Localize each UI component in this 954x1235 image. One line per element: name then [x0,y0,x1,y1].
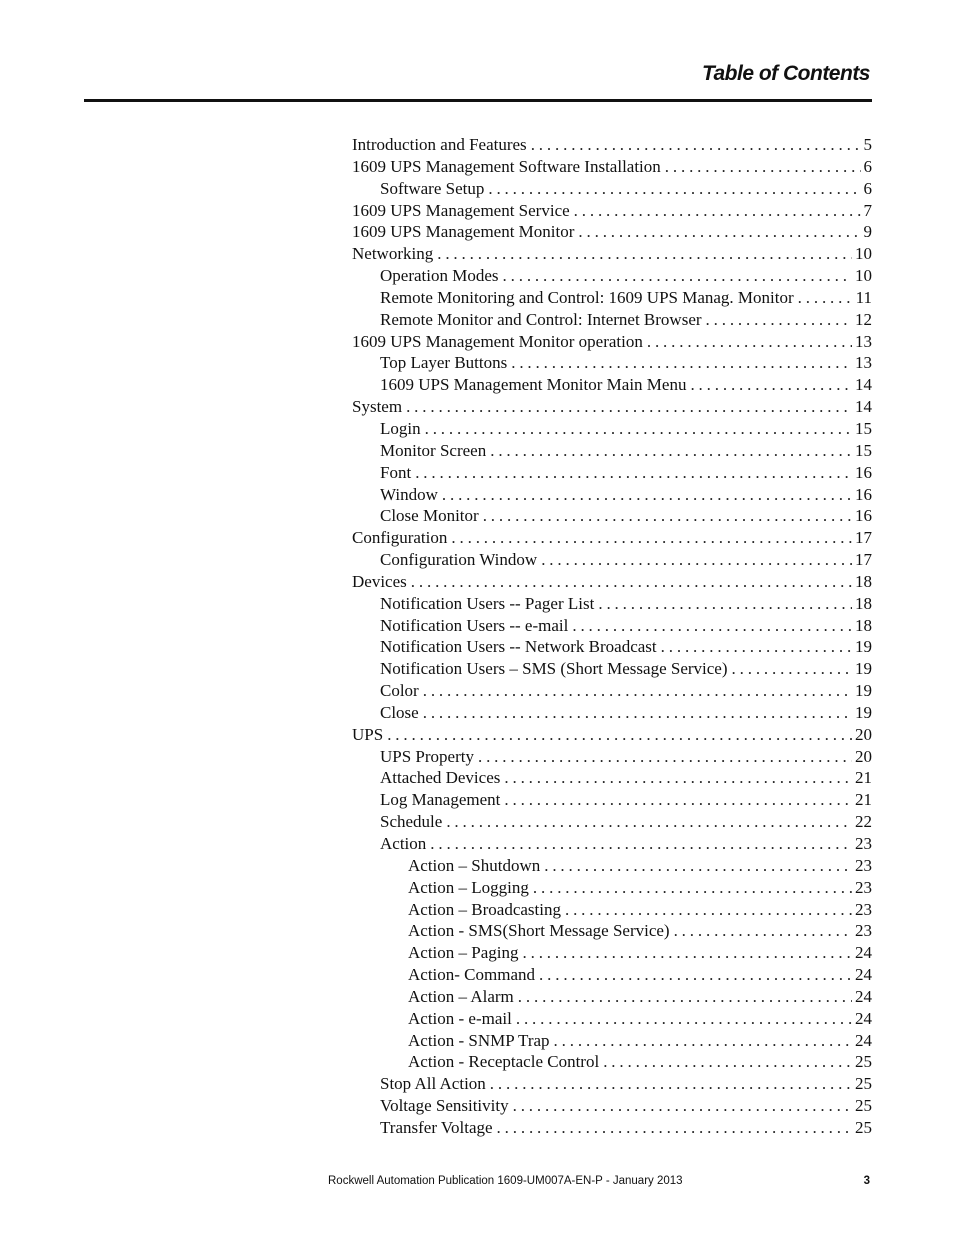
toc-entry-page: 18 [855,571,872,591]
toc-entry-label: Color [380,681,419,701]
toc-entry-label: Schedule [380,812,443,832]
toc-entry[interactable] [352,571,872,593]
toc-entry[interactable] [352,724,872,746]
toc-entry-label: Close [380,702,419,722]
toc-dot-leader [798,287,853,309]
toc-entry-page: 10 [855,266,872,286]
toc-entry-label: Action – Paging [408,943,519,963]
toc-entry-page: 17 [855,528,872,548]
toc-dot-leader [533,877,852,899]
toc-dot-leader [488,178,860,200]
toc-dot-leader [446,811,852,833]
toc-dot-leader [415,462,852,484]
toc-entry-label: 1609 UPS Management Software Installation [352,156,661,176]
toc-dot-leader [539,964,852,986]
toc-entry[interactable] [352,855,872,877]
toc-entry-page: 10 [855,244,872,264]
toc-entry[interactable] [352,1008,872,1030]
toc-entry[interactable] [352,789,872,811]
toc-dot-leader [661,636,852,658]
toc-dot-leader [665,156,861,178]
toc-entry-page: 19 [855,637,872,657]
toc-entry-page: 25 [855,1052,872,1072]
toc-entry-page: 18 [855,593,872,613]
toc-entry-label: Action – Broadcasting [408,899,561,919]
toc-entry[interactable] [352,527,872,549]
toc-entry-label: Action - SNMP Trap [408,1030,550,1050]
toc-entry-label: 1609 UPS Management Monitor operation [352,331,643,351]
toc-entry-label: Configuration [352,528,448,548]
toc-dot-leader [423,702,852,724]
toc-entry[interactable] [352,309,872,331]
toc-entry-page: 23 [855,921,872,941]
header-divider [84,99,872,102]
toc-entry-label: Attached Devices [380,768,501,788]
toc-entry-label: Action – Shutdown [408,855,541,875]
toc-dot-leader [541,549,852,571]
toc-entry[interactable] [352,593,872,615]
toc-dot-leader [531,134,861,156]
toc-dot-leader [387,724,852,746]
toc-entry-label: Remote Monitor and Control: Internet Browser [380,309,702,329]
toc-entry-page: 24 [855,1008,872,1028]
toc-entry[interactable] [352,418,872,440]
toc-entry[interactable] [352,352,872,374]
toc-dot-leader [572,615,852,637]
toc-dot-leader [598,593,852,615]
toc-dot-leader [430,833,852,855]
toc-entry[interactable] [352,243,872,265]
toc-entry[interactable] [352,942,872,964]
toc-entry-page: 7 [863,200,872,220]
toc-entry-page: 20 [855,746,872,766]
toc-dot-leader [490,440,852,462]
toc-entry-page: 21 [855,790,872,810]
toc-entry[interactable] [352,1095,872,1117]
toc-entry-label: 1609 UPS Management Service [352,200,570,220]
page-title: Table of Contents [701,62,870,85]
toc-entry[interactable] [352,287,872,309]
toc-entry[interactable] [352,615,872,637]
toc-entry-label: Window [380,484,438,504]
toc-dot-leader [483,505,852,527]
toc-entry-label: UPS Property [380,746,474,766]
toc-dot-leader [647,331,852,353]
toc-entry-label: Login [380,418,421,438]
toc-entry-page: 24 [855,943,872,963]
toc-entry[interactable] [352,877,872,899]
toc-entry[interactable] [352,899,872,921]
footer-page-number: 3 [863,1175,870,1187]
toc-entry[interactable] [352,920,872,942]
toc-entry-label: Software Setup [380,178,485,198]
toc-dot-leader [406,396,852,418]
toc-entry-page: 15 [855,440,872,460]
toc-entry-label: Action - SMS(Short Message Service) [408,921,670,941]
toc-entry-label: Transfer Voltage [380,1117,493,1137]
toc-entry-label: System [352,397,403,417]
toc-dot-leader [732,658,852,680]
toc-entry-page: 14 [855,375,872,395]
toc-entry-label: Action - e-mail [408,1008,512,1028]
toc-entry[interactable] [352,156,872,178]
toc-entry[interactable] [352,374,872,396]
toc-dot-leader [574,200,861,222]
toc-dot-leader [523,942,853,964]
toc-dot-leader [504,767,852,789]
toc-entry[interactable] [352,178,872,200]
toc-entry-label: Notification Users -- e-mail [380,615,569,635]
toc-entry-page: 23 [855,877,872,897]
toc-entry[interactable] [352,549,872,571]
toc-entry-page: 25 [855,1117,872,1137]
toc-entry-page: 19 [855,659,872,679]
toc-entry-page: 16 [855,462,872,482]
toc-entry[interactable] [352,134,872,156]
toc-entry-label: Notification Users -- Network Broadcast [380,637,657,657]
toc-entry-label: Close Monitor [380,506,479,526]
toc-entry-page: 22 [855,812,872,832]
toc-entry[interactable] [352,658,872,680]
toc-entry-page: 13 [855,331,872,351]
toc-entry[interactable] [352,636,872,658]
toc-dot-leader [442,484,852,506]
toc-entry-page: 6 [863,156,872,176]
toc-entry-page: 25 [855,1074,872,1094]
toc-dot-leader [497,1117,852,1139]
table-of-contents [352,134,872,1139]
toc-dot-leader [503,265,852,287]
toc-entry-page: 11 [855,287,872,307]
toc-dot-leader [504,789,852,811]
toc-entry[interactable] [352,767,872,789]
toc-entry[interactable] [352,746,872,768]
toc-entry-label: Top Layer Buttons [380,353,508,373]
toc-entry-page: 9 [863,222,872,242]
toc-entry-label: Voltage Sensitivity [380,1096,509,1116]
toc-entry-page: 24 [855,1030,872,1050]
toc-entry-label: Notification Users – SMS (Short Message Service) [380,659,728,679]
toc-entry-page: 23 [855,899,872,919]
toc-entry[interactable] [352,833,872,855]
toc-entry[interactable] [352,440,872,462]
toc-entry-page: 6 [863,178,872,198]
toc-dot-leader [451,527,852,549]
toc-entry[interactable] [352,1117,872,1139]
toc-entry[interactable] [352,680,872,702]
toc-entry-label: 1609 UPS Management Monitor [352,222,575,242]
toc-entry-page: 19 [855,702,872,722]
toc-entry[interactable] [352,964,872,986]
toc-entry-page: 23 [855,855,872,875]
toc-entry[interactable] [352,811,872,833]
toc-dot-leader [554,1030,852,1052]
toc-entry-page: 19 [855,681,872,701]
toc-entry[interactable] [352,1073,872,1095]
toc-entry[interactable] [352,331,872,353]
toc-entry-label: Log Management [380,790,501,810]
toc-entry-page: 25 [855,1096,872,1116]
toc-dot-leader [603,1051,852,1073]
toc-entry-label: Action – Logging [408,877,529,897]
toc-dot-leader [513,1095,852,1117]
toc-entry-page: 21 [855,768,872,788]
toc-entry-page: 20 [855,724,872,744]
toc-entry-label: Remote Monitoring and Control: 1609 UPS Manag. Monitor [380,287,794,307]
toc-entry-label: Configuration Window [380,550,538,570]
toc-entry-label: Networking [352,244,434,264]
toc-dot-leader [490,1073,852,1095]
toc-entry-label: 1609 UPS Management Monitor Main Menu [380,375,687,395]
toc-dot-leader [411,571,852,593]
toc-dot-leader [706,309,852,331]
toc-dot-leader [511,352,852,374]
toc-entry-page: 16 [855,506,872,526]
toc-dot-leader [518,986,852,1008]
toc-entry-page: 18 [855,615,872,635]
toc-entry-page: 12 [855,309,872,329]
toc-dot-leader [674,920,852,942]
toc-entry-label: Devices [352,571,407,591]
toc-entry-page: 24 [855,986,872,1006]
toc-entry[interactable] [352,396,872,418]
toc-entry-label: Action – Alarm [408,986,514,1006]
toc-entry[interactable] [352,484,872,506]
toc-entry-label: Introduction and Features [352,135,527,154]
toc-entry-label: Font [380,462,412,482]
toc-entry-label: Action - Receptacle Control [408,1052,600,1072]
toc-entry-label: Notification Users -- Pager List [380,593,595,613]
toc-entry[interactable] [352,702,872,724]
toc-dot-leader [478,746,852,768]
footer-publication: Rockwell Automation Publication 1609-UM007A-EN-P - January 2013 [328,1175,683,1187]
toc-entry-page: 13 [855,353,872,373]
toc-dot-leader [565,899,852,921]
toc-entry[interactable] [352,1051,872,1073]
toc-entry[interactable] [352,265,872,287]
toc-entry[interactable] [352,462,872,484]
toc-entry-label: Action- Command [408,965,536,985]
toc-dot-leader [544,855,852,877]
toc-entry-page: 23 [855,834,872,853]
toc-entry-label: Action [380,834,427,853]
toc-entry[interactable] [352,986,872,1008]
toc-dot-leader [690,374,852,396]
toc-entry[interactable] [352,200,872,222]
toc-entry-page: 15 [855,418,872,438]
toc-dot-leader [425,418,852,440]
toc-entry-page: 17 [855,550,872,570]
toc-entry[interactable] [352,221,872,243]
toc-entry-page: 14 [855,397,872,417]
toc-entry-page: 24 [855,965,872,985]
toc-entry-label: UPS [352,724,384,744]
toc-entry-page: 5 [863,135,872,154]
toc-dot-leader [423,680,852,702]
toc-entry-label: Stop All Action [380,1074,486,1094]
toc-dot-leader [516,1008,852,1030]
toc-entry-page: 16 [855,484,872,504]
toc-entry[interactable] [352,1030,872,1052]
toc-dot-leader [437,243,852,265]
toc-dot-leader [578,221,860,243]
toc-entry[interactable] [352,505,872,527]
toc-entry-label: Operation Modes [380,266,499,286]
toc-entry-label: Monitor Screen [380,440,487,460]
